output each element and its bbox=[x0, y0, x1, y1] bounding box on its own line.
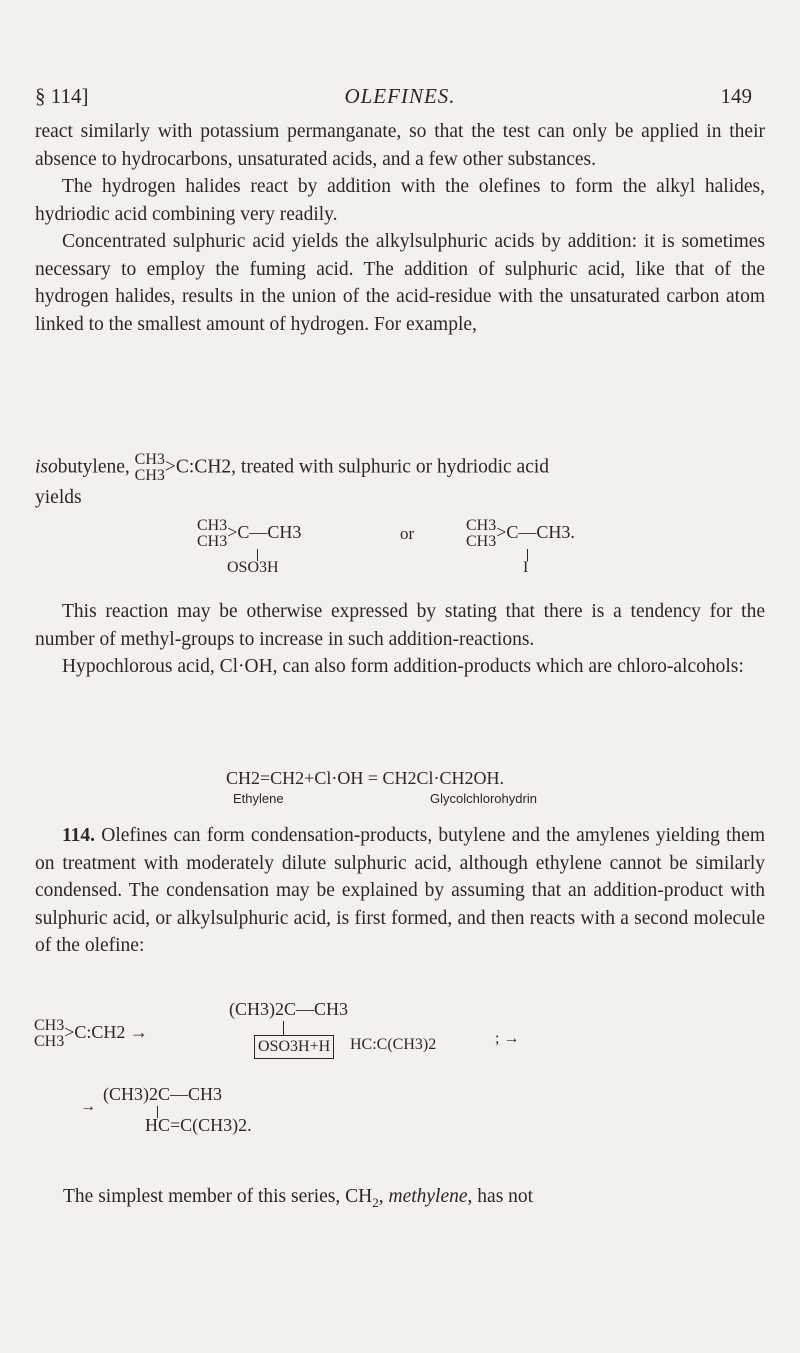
formula-2-chain: >C—CH3. bbox=[496, 522, 575, 543]
methyl-stack bbox=[197, 518, 227, 550]
condensation-start-formula: >C:CH2 → bbox=[64, 1022, 148, 1043]
elimination-box: OSO3H+H bbox=[254, 1035, 334, 1059]
equation-right: CH2Cl·CH2OH. bbox=[382, 768, 504, 788]
condensation-product-bottom: HC=C(CH3)2. bbox=[145, 1115, 252, 1135]
text-block-middle bbox=[35, 598, 765, 681]
isobutylene-formula: >C:CH2 bbox=[164, 456, 232, 478]
equation-left: CH2=CH2+Cl·OH bbox=[226, 768, 364, 788]
methylene-term: methylene bbox=[388, 1186, 468, 1207]
yields-word: yields bbox=[35, 487, 82, 508]
isobutylene-tail-text: , treated with sulphuric or hydriodic acid bbox=[231, 456, 550, 478]
condensation-product-top: (CH3)2C—CH3 bbox=[103, 1084, 223, 1104]
paragraph-permanganate: react similarly with potassium permanganate, so that the test can only be applied in their absence to hydrocarbons, unsaturated acids, and a few other substances. bbox=[35, 121, 765, 170]
running-title: OLEFINES. bbox=[344, 84, 456, 108]
formula-1-chain: >C—CH3 bbox=[227, 522, 302, 543]
formula-2-substituent: I bbox=[523, 559, 529, 576]
methyl-group: CH3 bbox=[466, 533, 497, 550]
or-word: or bbox=[400, 524, 415, 543]
section-number: 114. bbox=[62, 825, 96, 846]
methyl-group: CH3 bbox=[197, 517, 228, 534]
methyl-group: CH3 bbox=[466, 517, 497, 534]
page-number: 149 bbox=[720, 84, 752, 108]
closing-subscript: 2 bbox=[372, 1194, 379, 1210]
closing-line bbox=[63, 1186, 533, 1211]
equation-equals: = bbox=[367, 768, 378, 788]
label-glycolchlorohydrin: Glycolchlorohydrin bbox=[430, 791, 537, 806]
isobutylene-word: butylene, bbox=[57, 456, 130, 478]
condensation-intermediate-top: (CH3)2C—CH3 bbox=[229, 999, 349, 1019]
product-arrow: → bbox=[80, 1098, 96, 1115]
methyl-stack bbox=[135, 452, 165, 484]
formula-alkylsulphuric bbox=[197, 518, 301, 550]
methyl-group: CH3 bbox=[134, 467, 165, 484]
condensation-continue: ; → bbox=[495, 1030, 520, 1047]
closing-text-b: , bbox=[378, 1186, 389, 1207]
paragraph-hypochlorous: Hypochlorous acid, Cl·OH, can also form addition-products which are chloro-alcohols: bbox=[62, 656, 744, 677]
label-ethylene: Ethylene bbox=[233, 791, 284, 806]
text-block-section-114 bbox=[35, 822, 765, 960]
paragraph-hydrogen-halides: The hydrogen halides react by addition with the olefines to form the alkyl halides, hydriodic acid combining very readily. bbox=[35, 176, 765, 225]
text-block-top bbox=[35, 118, 765, 338]
methyl-group: CH3 bbox=[197, 533, 228, 550]
formula-1-substituent: OSO3H bbox=[227, 559, 279, 576]
paragraph-condensation bbox=[35, 822, 765, 960]
methyl-stack bbox=[466, 518, 496, 550]
equation-hypochlorous bbox=[226, 768, 504, 789]
closing-text-c: , has not bbox=[467, 1186, 534, 1207]
bond-line bbox=[283, 1021, 284, 1035]
formula-iodide bbox=[466, 518, 575, 550]
iso-prefix: iso bbox=[35, 456, 58, 478]
condensation-olefine: HC:C(CH3)2 bbox=[350, 1036, 437, 1053]
condensation-start bbox=[34, 1018, 148, 1050]
methyl-group: CH3 bbox=[34, 1033, 65, 1050]
paragraph-methyl-groups: This reaction may be otherwise expressed by stating that there is a tendency for the number of methyl-groups to increase in such addition-reactions. bbox=[35, 601, 765, 650]
closing-text-a: The simplest member of this series, CH bbox=[63, 1186, 373, 1207]
methyl-stack bbox=[34, 1018, 64, 1050]
paragraph-condensation-text: Olefines can form condensation-products, butylene and the amylenes yielding them on treatment with moderately dilute sulphuric acid, although ethylene cannot be similarly condensed. The condensation may be explained by assuming that an addition-product with sulphuric acid, or alkylsulphuric acid, is first formed, and then reacts with a second molecule of the olefine: bbox=[35, 825, 765, 956]
section-reference: § 114] bbox=[35, 84, 89, 108]
paragraph-sulphuric-acid: Concentrated sulphuric acid yields the alkylsulphuric acids by addition: it is sometimes necessary to employ the fuming acid. The addition of sulphuric acid, like that of the hydrogen halides, results in the union of the acid-residue with the unsaturated carbon atom linked to the smallest amount of hydrogen. For example, bbox=[35, 231, 765, 335]
isobutylene-line bbox=[35, 452, 549, 484]
methyl-group: CH3 bbox=[34, 1017, 65, 1034]
methyl-group: CH3 bbox=[134, 451, 165, 468]
